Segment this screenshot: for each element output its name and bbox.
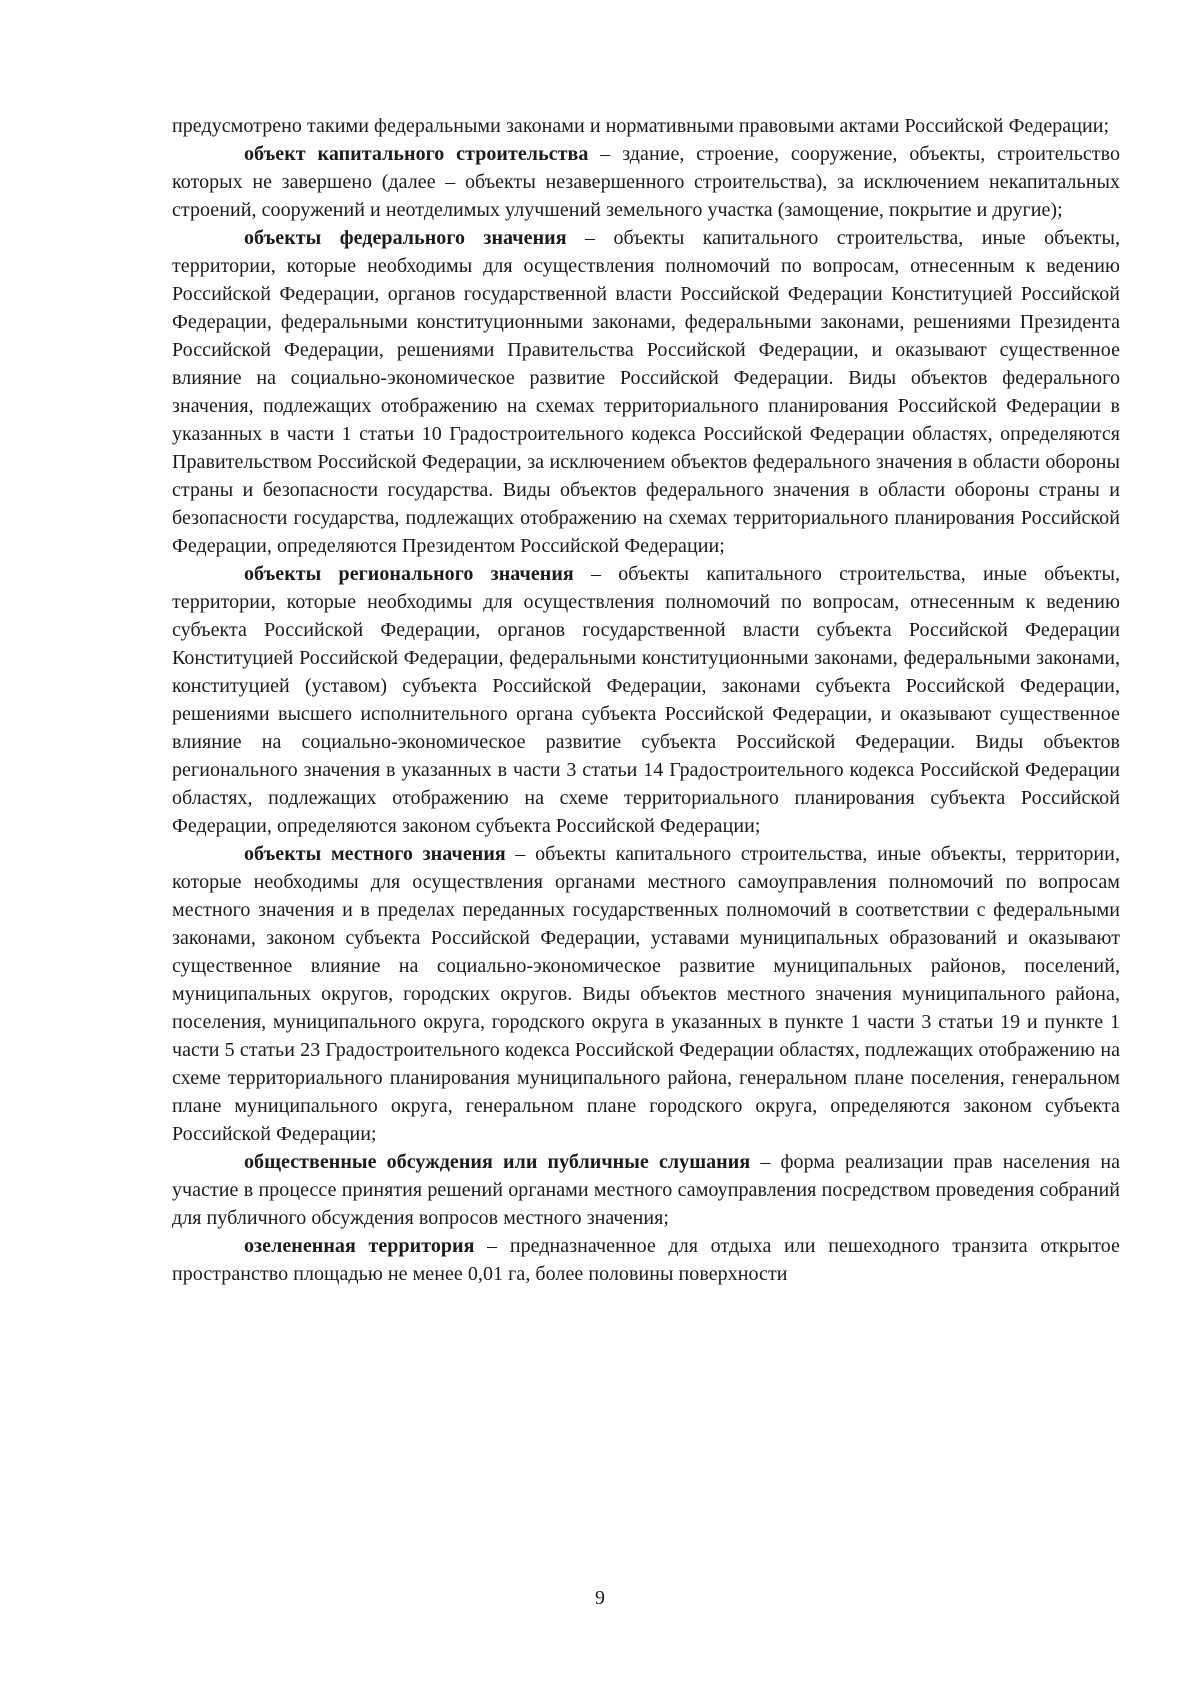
definition-text: – форма реализации прав населения на участие в процессе принятия решений органами местного самоуправления посредством проведения собраний для публичного обсуждения вопросов местного значения; [172, 1151, 1121, 1229]
definition-term: объекты местного значения [244, 843, 506, 865]
definition-paragraph [172, 224, 1120, 560]
definition-text: – объекты капитального строительства, иные объекты, территории, которые необходимы для осуществления органами местного самоуправления полномочий по вопросам местного значения и в пределах переданных государственных полномочий в соответствии с федеральными законами, законом субъекта Российской Федерации, уставами муниципальных образований и оказывают существенное влияние на социально-экономическое развитие муниципальных районов, поселений, муниципальных округов, городских округов. Виды объектов местного значения муниципального района, поселения, муниципального округа, городского округа в указанных в пункте 1 части 3 статьи 19 и пункте 1 части 5 статьи 23 Градостроительного кодекса Российской Федерации областях, подлежащих отображению на схеме территориального планирования муниципального района, генеральном плане поселения, генеральном плане муниципального округа, генеральном плане городского округа, определяются законом субъекта Российской Федерации; [172, 843, 1120, 1145]
definition-text: – объекты капитального строительства, иные объекты, территории, которые необходимы для осуществления полномочий по вопросам, отнесенным к ведению Российской Федерации, органов государственной власти Российской Федерации Конституцией Российской Федерации, федеральными конституционными законами, федеральными законами, решениями Президента Российской Федерации, решениями Правительства Российской Федерации, и оказывают существенное влияние на социально-экономическое развитие Российской Федерации. Виды объектов федерального значения, подлежащих отображению на схемах территориального планирования Российской Федерации в указанных в части 1 статьи 10 Градостроительного кодекса Российской Федерации областях, определяются Правительством Российской Федерации, за исключением объектов федерального значения в области обороны страны и безопасности государства. Виды объектов федерального значения в области обороны страны и безопасности государства, подлежащих отображению на схемах территориального планирования Российской Федерации, определяются Президентом Российской Федерации; [172, 227, 1121, 557]
definition-term: объект капитального строительства [244, 143, 589, 165]
definition-paragraph [172, 840, 1120, 1148]
definition-paragraph [172, 1232, 1120, 1288]
definition-paragraph [172, 1148, 1120, 1232]
definition-text: – здание, строение, сооружение, объекты, строительство которых не завершено (далее – объекты незавершенного строительства), за исключением некапитальных строений, сооружений и неотделимых улучшений земельного участка (замощение, покрытие и другие); [172, 143, 1120, 221]
intro-paragraph: предусмотрено такими федеральными законами и нормативными правовыми актами Российской Федерации; [172, 115, 1110, 137]
definition-term: объекты федерального значения [244, 227, 567, 249]
definition-paragraph [172, 140, 1120, 224]
document-page [172, 112, 1120, 1288]
definition-term: озелененная территория [244, 1235, 475, 1257]
definition-term: объекты регионального значения [244, 563, 574, 585]
definition-text: – объекты капитального строительства, иные объекты, территории, которые необходимы для осуществления полномочий по вопросам, отнесенным к ведению субъекта Российской Федерации, органов государственной власти субъекта Российской Федерации Конституцией Российской Федерации, федеральными конституционными законами, федеральными законами, конституцией (уставом) субъекта Российской Федерации, законами субъекта Российской Федерации, решениями высшего исполнительного органа субъекта Российской Федерации, и оказывают существенное влияние на социально-экономическое развитие субъекта Российской Федерации. Виды объектов регионального значения в указанных в части 3 статьи 14 Градостроительного кодекса Российской Федерации областях, подлежащих отображению на схеме территориального планирования субъекта Российской Федерации, определяются законом субъекта Российской Федерации; [172, 563, 1120, 837]
definition-paragraph [172, 560, 1120, 840]
page-number: 9 [595, 1587, 605, 1609]
definition-term: общественные обсуждения или публичные слушания [244, 1151, 751, 1173]
definition-text: – предназначенное для отдыха или пешеходного транзита открытое пространство площадью не менее 0,01 га, более половины поверхности [172, 1235, 1120, 1285]
